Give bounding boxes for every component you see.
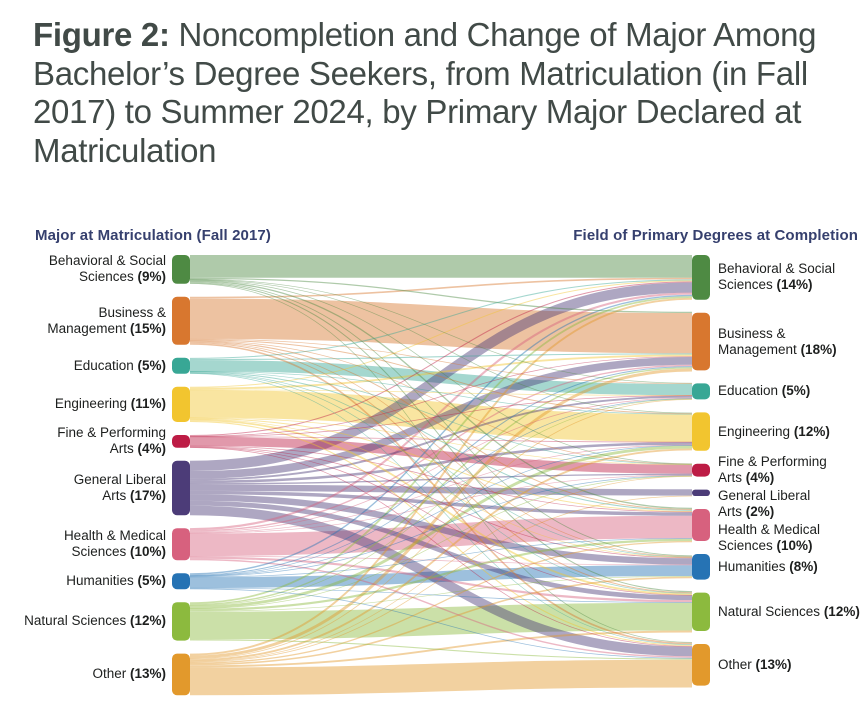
node-label-right-other: Other (13%) [718, 656, 792, 672]
node-label-left-business-management: Business & Management (15%) [47, 304, 166, 336]
figure-number: Figure 2: [33, 16, 170, 53]
node-label-left-engineering: Engineering (11%) [54, 396, 166, 412]
node-label-left-natural-sciences: Natural Sciences (12%) [24, 613, 166, 629]
sankey-node-left-behavioral-social-sciences [172, 255, 190, 284]
node-label-right-natural-sciences: Natural Sciences (12%) [718, 603, 860, 619]
figure-title-text: Noncompletion and Change of Major Among Bachelor’s Degree Seekers, from Matriculation (in Fall 2017) to Summer 2024, by Primary Major Declared at Matriculation [33, 16, 817, 169]
node-label-left-education: Education (5%) [73, 357, 166, 373]
node-label-right-general-liberal-arts: General Liberal Arts (2%) [718, 488, 811, 520]
node-label-right-education: Education (5%) [718, 383, 811, 399]
sankey-link-other-to-other [190, 674, 692, 682]
node-label-left-health-medical-sciences: Health & Medical Sciences (10%) [63, 528, 166, 560]
sankey-node-left-general-liberal-arts [172, 461, 190, 515]
sankey-node-left-engineering [172, 387, 190, 422]
left-column-header: Major at Matriculation (Fall 2017) [35, 227, 271, 244]
node-label-right-engineering: Engineering (12%) [718, 423, 830, 439]
sankey-node-right-engineering [692, 412, 710, 450]
sankey-node-left-other [172, 654, 190, 696]
sankey-node-left-business-management [172, 297, 190, 345]
sankey-node-right-other [692, 644, 710, 686]
node-label-left-other: Other (13%) [92, 666, 166, 682]
sankey-node-left-education [172, 358, 190, 374]
node-label-right-fine-performing-arts: Fine & Performing Arts (4%) [718, 454, 827, 486]
node-label-left-fine-performing-arts: Fine & Performing Arts (4%) [57, 425, 166, 457]
sankey-node-right-behavioral-social-sciences [692, 255, 710, 300]
node-label-right-health-medical-sciences: Health & Medical Sciences (10%) [718, 522, 821, 554]
node-label-left-general-liberal-arts: General Liberal Arts (17%) [73, 472, 166, 503]
node-label-right-business-management: Business & Management (18%) [718, 325, 837, 357]
node-label-left-behavioral-social-sciences: Behavioral & Social Sciences (9%) [48, 253, 166, 285]
sankey-node-right-natural-sciences [692, 593, 710, 631]
sankey-node-left-humanities [172, 573, 190, 589]
node-label-right-humanities: Humanities (8%) [718, 558, 818, 574]
node-label-left-humanities: Humanities (5%) [66, 573, 166, 589]
sankey-node-right-business-management [692, 313, 710, 371]
sankey-node-right-health-medical-sciences [692, 509, 710, 541]
sankey-node-right-fine-performing-arts [692, 464, 710, 477]
sankey-node-left-health-medical-sciences [172, 528, 190, 560]
sankey-node-right-general-liberal-arts [692, 490, 710, 496]
sankey-node-left-natural-sciences [172, 602, 190, 640]
sankey-node-right-humanities [692, 554, 710, 580]
sankey-node-left-fine-performing-arts [172, 435, 190, 448]
right-column-header: Field of Primary Degrees at Completion [573, 227, 858, 244]
sankey-node-right-education [692, 383, 710, 399]
node-label-right-behavioral-social-sciences: Behavioral & Social Sciences (14%) [718, 261, 836, 293]
